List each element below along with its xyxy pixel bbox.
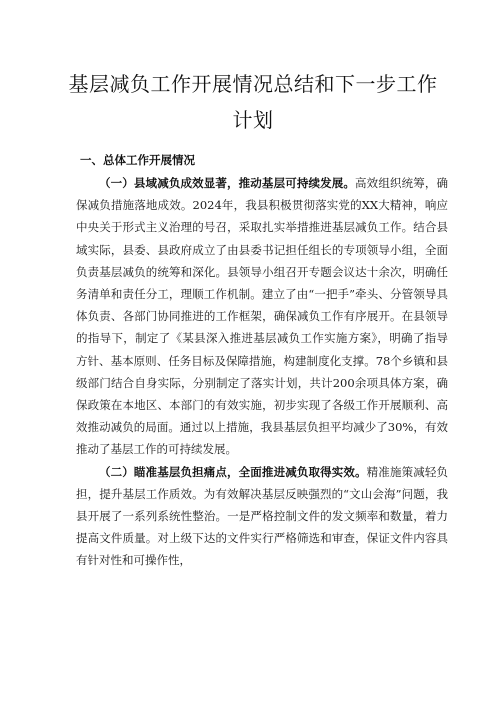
paragraph-1	[76, 172, 448, 461]
paragraph-2-body: 精准施策减轻负担，提升基层工作质效。为有效解决基层反映强烈的“文山会海”问题，我县开展了一系列系统性整治。一是严格控制文件的发文频率和数量，着力提高文件质量。对上级下达的文件实行严格筛选和审查，保证文件内容具有针对性和可操作性，	[76, 464, 448, 568]
section-heading-1: 一、总体工作开展情况	[80, 153, 195, 167]
paragraph-2-lead: （二）瞄准基层负担痛点，全面推进减负取得实效。	[99, 464, 367, 479]
title-line-1: 基层减负工作开展情况总结和下一步工作	[68, 72, 438, 96]
paragraph-1-body: 高效组织统筹，确保减负措施落地成效。2024年，我县积极贯彻落实党的XX大精神，响应中央关于形式主义治理的号召，采取扎实举措推进基层减负工作。结合县域实际，县委、县政府成立了由县委书记担任组长的专项领导小组，全面负责基层减负的统筹和深化。县领导小组召开专题会议达十余次，明确任务清单和责任分工，理顺工作机制。建立了由“一把手”牵头、分管领导具体负责、各部门协同推进的工作框架，确保减负工作有序展开。在县领导的指导下，制定了《某县深入推进基层减负工作实施方案》，明确了指导方针、基本原则、任务目标及保障措施，构建制度化支撑。78个乡镇和县级部门结合自身实际，分别制定了落实计划，共计200余项具体方案，确保政策在本地区、本部门的有效实施，初步实现了各级工作开展顺利、高效推动减负的局面。通过以上措施，我县基层负担平均减少了30%，有效推动了基层工作的可持续发展。	[76, 176, 449, 457]
paragraph-1-lead: （一）县域减负成效显著，推动基层可持续发展。	[99, 176, 356, 190]
title-line-2: 计划	[232, 108, 274, 132]
document-title	[68, 66, 438, 138]
paragraph-2	[76, 461, 448, 572]
